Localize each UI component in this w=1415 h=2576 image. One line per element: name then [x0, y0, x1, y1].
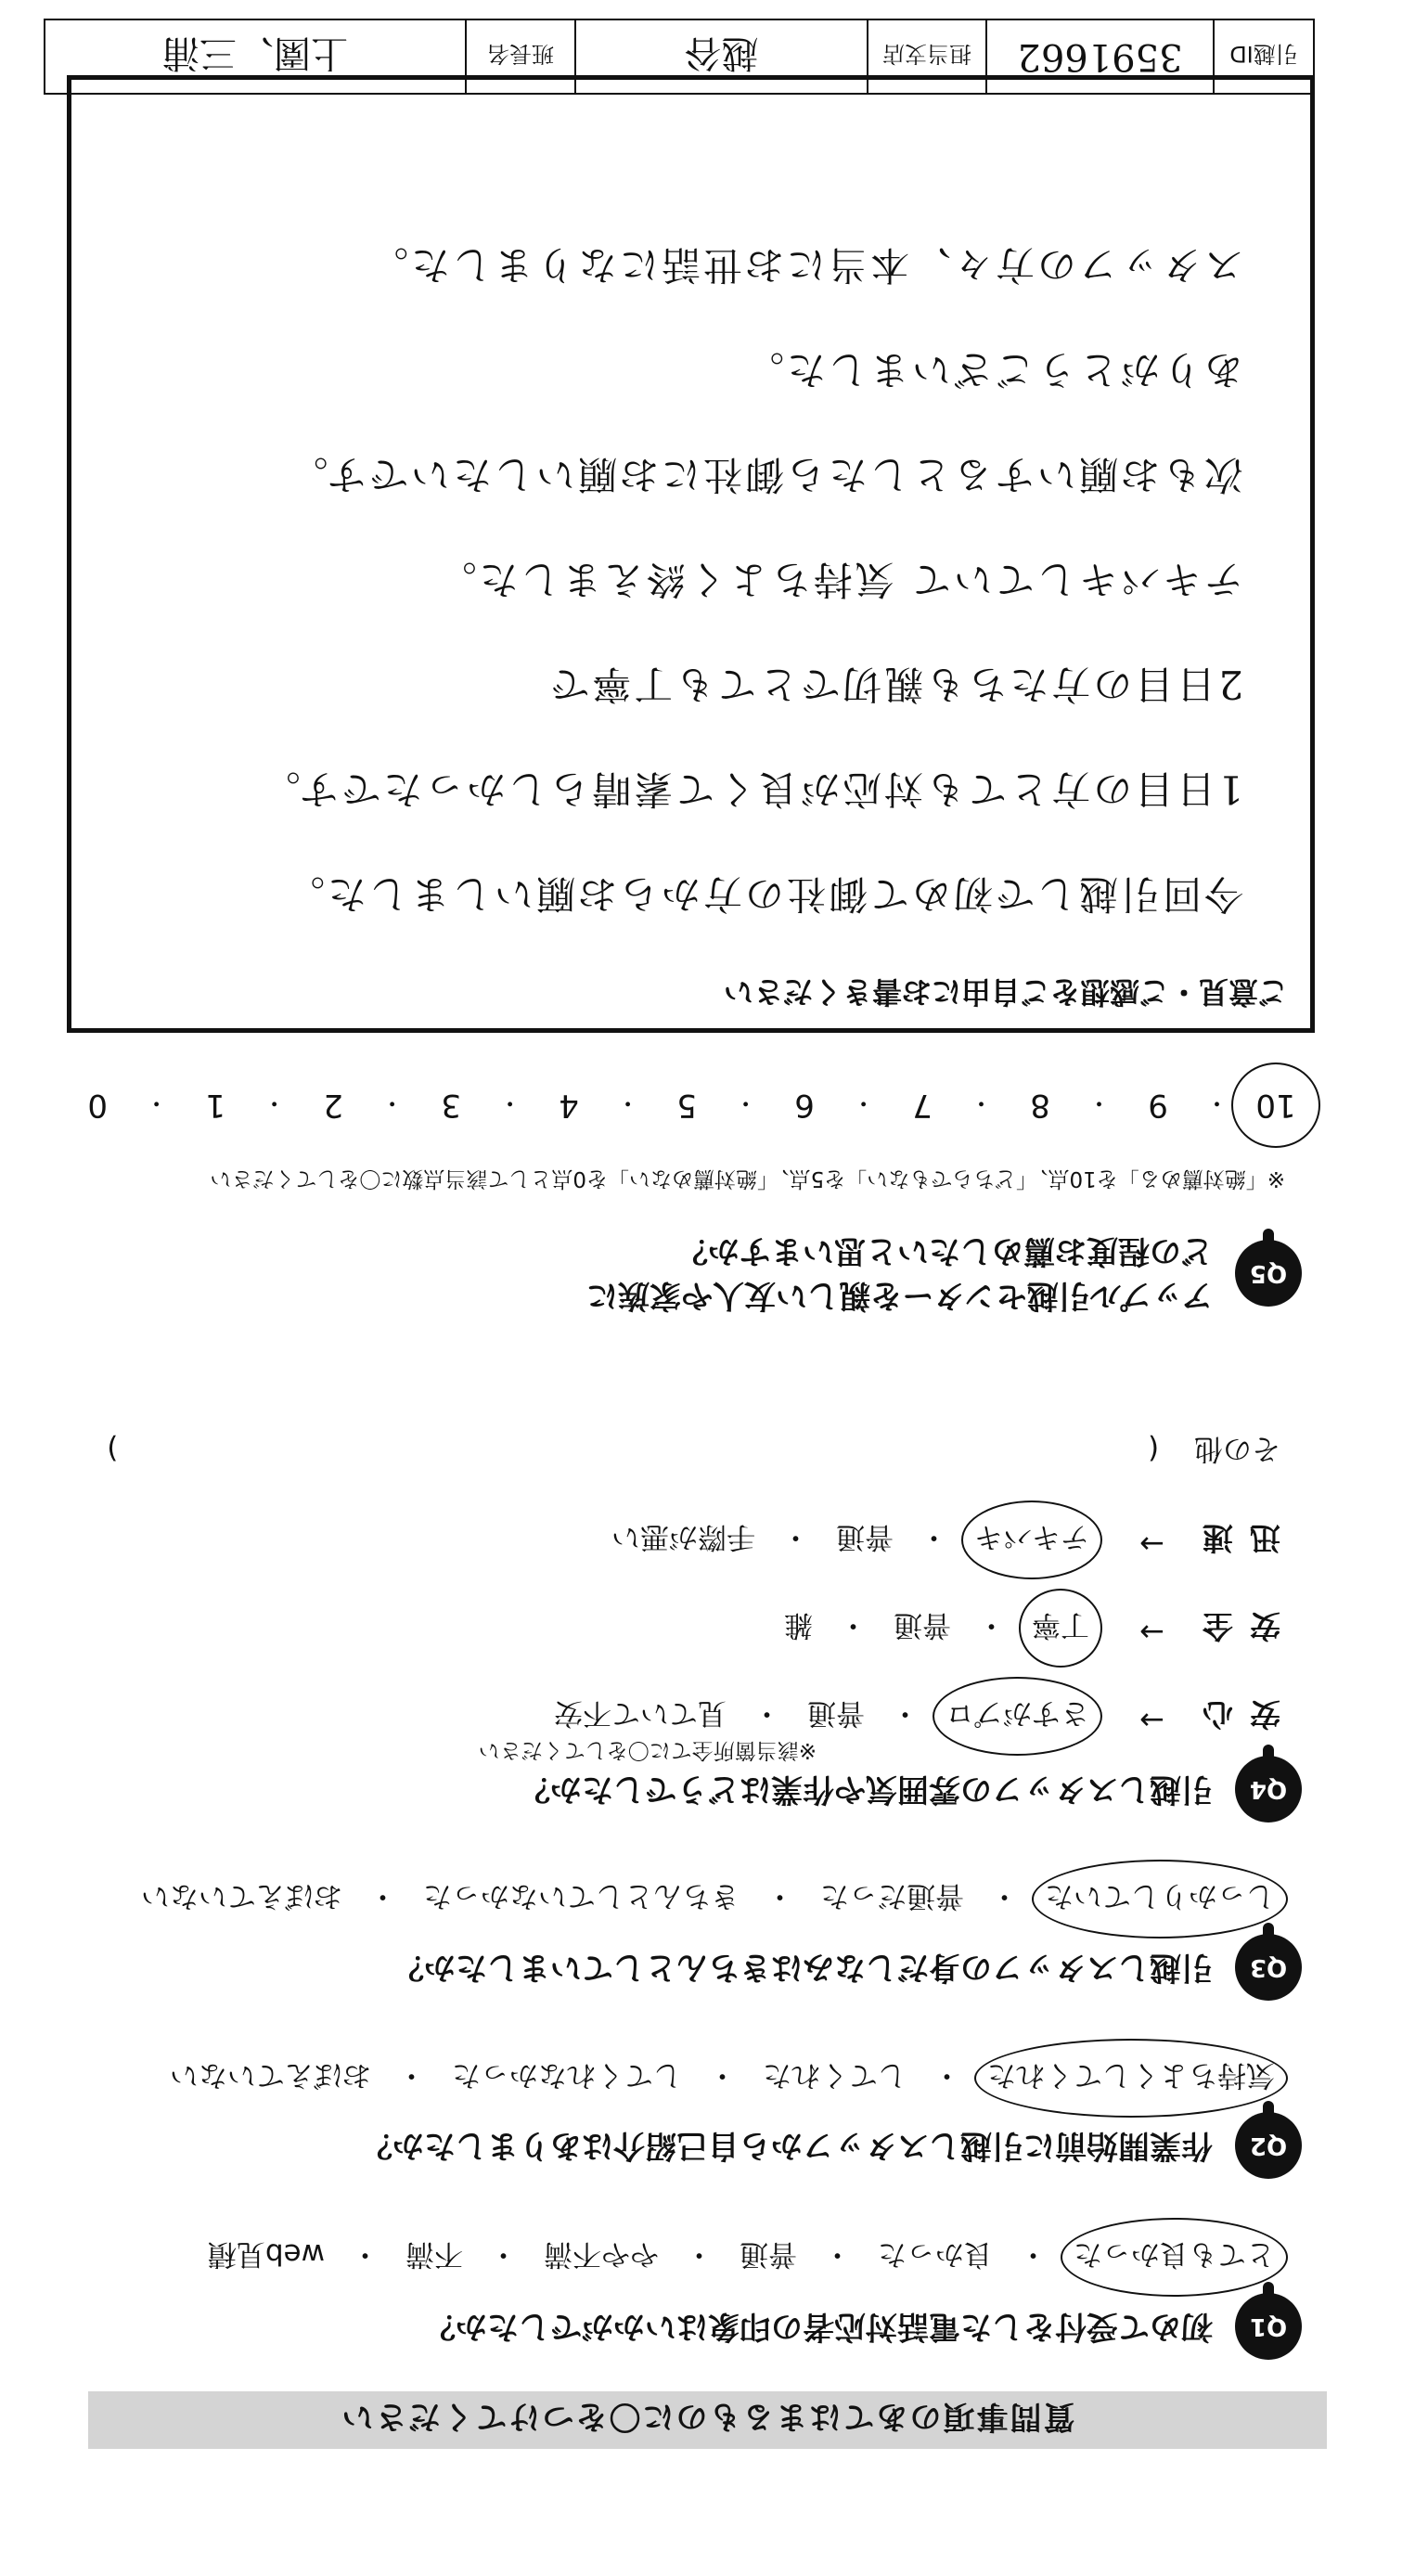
- comment-line: 2日目の方たちも親切でとても丁寧で: [547, 662, 1243, 707]
- q3-option[interactable]: 普通だった: [820, 1879, 964, 1913]
- q4-row-label: 安全: [1186, 1608, 1280, 1644]
- instructions-header: [88, 2391, 1327, 2449]
- question-3: [392, 1934, 1302, 2001]
- q4-row-options: さすがプロ ・ 普通 ・ 見ていて不安: [548, 1695, 1095, 1737]
- question-3-text: 引越しスタッフの身だしなみはきちんとしていましたか？: [392, 1949, 1213, 1986]
- q1-option[interactable]: とても良かった: [1068, 2236, 1280, 2278]
- question-4-note: ※該当箇所全てに〇をしてください: [478, 1738, 817, 1762]
- q4-row-label: 安心: [1186, 1696, 1280, 1732]
- q4-option[interactable]: 普通: [894, 1608, 951, 1642]
- q4-option[interactable]: 丁寧: [1026, 1607, 1095, 1649]
- scale-option[interactable]: 9: [1148, 1087, 1168, 1124]
- q4-option[interactable]: テキパキ: [969, 1519, 1095, 1561]
- q4-other-close: ): [107, 1432, 119, 1465]
- q3-badge-icon: Q3: [1235, 1934, 1302, 2001]
- question-5: [586, 1229, 1302, 1318]
- comment-line: 次もお願いするとしたら御社にお願いしたいです。: [286, 452, 1243, 497]
- question-2-options: 気持ちよくしてくれた ・ してくれた ・ してくれなかった ・ おぼえていない: [164, 2057, 1280, 2099]
- comment-box[interactable]: [67, 75, 1315, 1033]
- scale-option[interactable]: 2: [323, 1087, 343, 1124]
- q2-option[interactable]: してくれなかった: [452, 2058, 682, 2092]
- q4-row-options: 丁寧 ・ 普通 ・ 雑: [778, 1607, 1095, 1649]
- leader-label: 班長名: [465, 20, 574, 93]
- q1-option[interactable]: やや不満: [544, 2237, 659, 2271]
- comment-line: ありがとうございました。: [741, 347, 1243, 393]
- scale-option[interactable]: 8: [1030, 1087, 1050, 1124]
- q2-badge-icon: Q2: [1235, 2112, 1302, 2179]
- arrow-right-icon: →: [1139, 1615, 1164, 1650]
- q4-option[interactable]: 普通: [807, 1696, 865, 1730]
- q4-option[interactable]: 普通: [836, 1520, 894, 1553]
- scale-option[interactable]: 7: [912, 1087, 933, 1124]
- scale-option[interactable]: 5: [676, 1087, 697, 1124]
- office-use-table: [44, 19, 1315, 95]
- question-1-options: とても良かった ・ 良かった ・ 普通 ・ やや不満 ・ 不満 ・ web見積: [202, 2236, 1280, 2278]
- leader-value: 上園、三浦: [162, 32, 348, 75]
- q3-option[interactable]: きちんとしていなかった: [423, 1879, 740, 1913]
- scale-option[interactable]: 0: [87, 1087, 108, 1124]
- q3-option[interactable]: おぼえていない: [141, 1879, 342, 1913]
- move-id-value: 3591662: [985, 20, 1213, 93]
- q4-badge-icon: Q4: [1235, 1756, 1302, 1823]
- question-3-options: しっかりしていた ・ 普通だった ・ きちんとしていなかった ・ おぼえていない: [135, 1878, 1280, 1920]
- q1-option[interactable]: 普通: [740, 2237, 797, 2271]
- q4-other-open: (: [1148, 1432, 1160, 1465]
- q4-option[interactable]: 雑: [784, 1608, 813, 1642]
- question-4-text: 引越しスタッフの雰囲気や作業はどうでしたか？: [519, 1771, 1213, 1808]
- comment-line: 1日目の方とても対応が良くて素晴らしかったです。: [258, 766, 1243, 812]
- question-5-note: ※「絶対薦める」を10点、「どちらでもない」を5点、「絶対薦めない」を0点として該当点数に〇をしてください: [210, 1166, 1285, 1191]
- scale-option[interactable]: 6: [794, 1087, 815, 1124]
- scale-option[interactable]: 10: [1248, 1087, 1304, 1124]
- question-2-text: 作業開始前に引越しスタッフから自己紹介はありましたか？: [361, 2127, 1213, 2164]
- q4-option[interactable]: 見ていて不安: [554, 1696, 727, 1730]
- q2-option[interactable]: おぼえていない: [170, 2058, 371, 2092]
- branch-value: 越谷: [574, 20, 867, 93]
- q2-option[interactable]: してくれた: [763, 2058, 907, 2092]
- scale-option[interactable]: 3: [441, 1087, 461, 1124]
- instructions-text: 質問事項のあてはまるものに〇をつけてください: [340, 2398, 1075, 2436]
- q1-option[interactable]: 不満: [405, 2237, 463, 2271]
- comment-line: テキパキしていて 気持ちよく終えました。: [434, 557, 1243, 602]
- q4-other-row: [107, 1431, 1280, 1473]
- q2-option[interactable]: 気持ちよくしてくれた: [982, 2057, 1280, 2099]
- comment-line: 今回引越しで初めて御社の方からお願いしました。: [282, 871, 1243, 917]
- recommendation-scale: 10 ・ 9 ・ 8 ・ 7 ・ 6 ・ 5 ・ 4 ・ 3 ・ 2 ・ 1 ・ 0: [70, 1077, 1304, 1133]
- q4-option[interactable]: さすがプロ: [940, 1695, 1095, 1737]
- q3-option[interactable]: しっかりしていた: [1039, 1878, 1280, 1920]
- branch-label: 担当支店: [867, 20, 985, 93]
- q1-badge-icon: Q1: [1235, 2293, 1302, 2360]
- q4-other-label: その他: [1194, 1432, 1280, 1465]
- comment-text: [259, 213, 1243, 947]
- question-1-text: 初めて受付をした電話対応者の印象はいかがでしたか？: [424, 2308, 1213, 2345]
- question-5-text-line: アップル引越センターを親しい友人や家族に: [586, 1277, 1213, 1314]
- scale-option[interactable]: 4: [559, 1087, 579, 1124]
- arrow-right-icon: →: [1139, 1526, 1164, 1562]
- q4-row-options: テキパキ ・ 普通 ・ 手際が悪い: [606, 1519, 1095, 1561]
- q1-option[interactable]: 良かった: [878, 2237, 993, 2271]
- question-5-text-line: どの程度お薦めしたいと思いますか？: [676, 1232, 1213, 1269]
- q1-option[interactable]: web見積: [207, 2237, 325, 2271]
- comment-title: ご意見・ご感想をご自由にお書きください: [723, 974, 1288, 1010]
- arrow-right-icon: →: [1139, 1703, 1164, 1738]
- q4-row-label: 迅速: [1186, 1520, 1280, 1556]
- q5-badge-icon: Q5: [1235, 1240, 1302, 1307]
- comment-line: スタッフの方々、本当にお世話になりました。: [366, 242, 1243, 288]
- scale-option[interactable]: 1: [205, 1087, 225, 1124]
- question-2: [361, 2112, 1302, 2179]
- move-id-label: 引越ID: [1213, 20, 1313, 93]
- q4-option[interactable]: 手際が悪い: [611, 1520, 755, 1553]
- question-5-text: [586, 1229, 1213, 1318]
- question-1: [424, 2293, 1302, 2360]
